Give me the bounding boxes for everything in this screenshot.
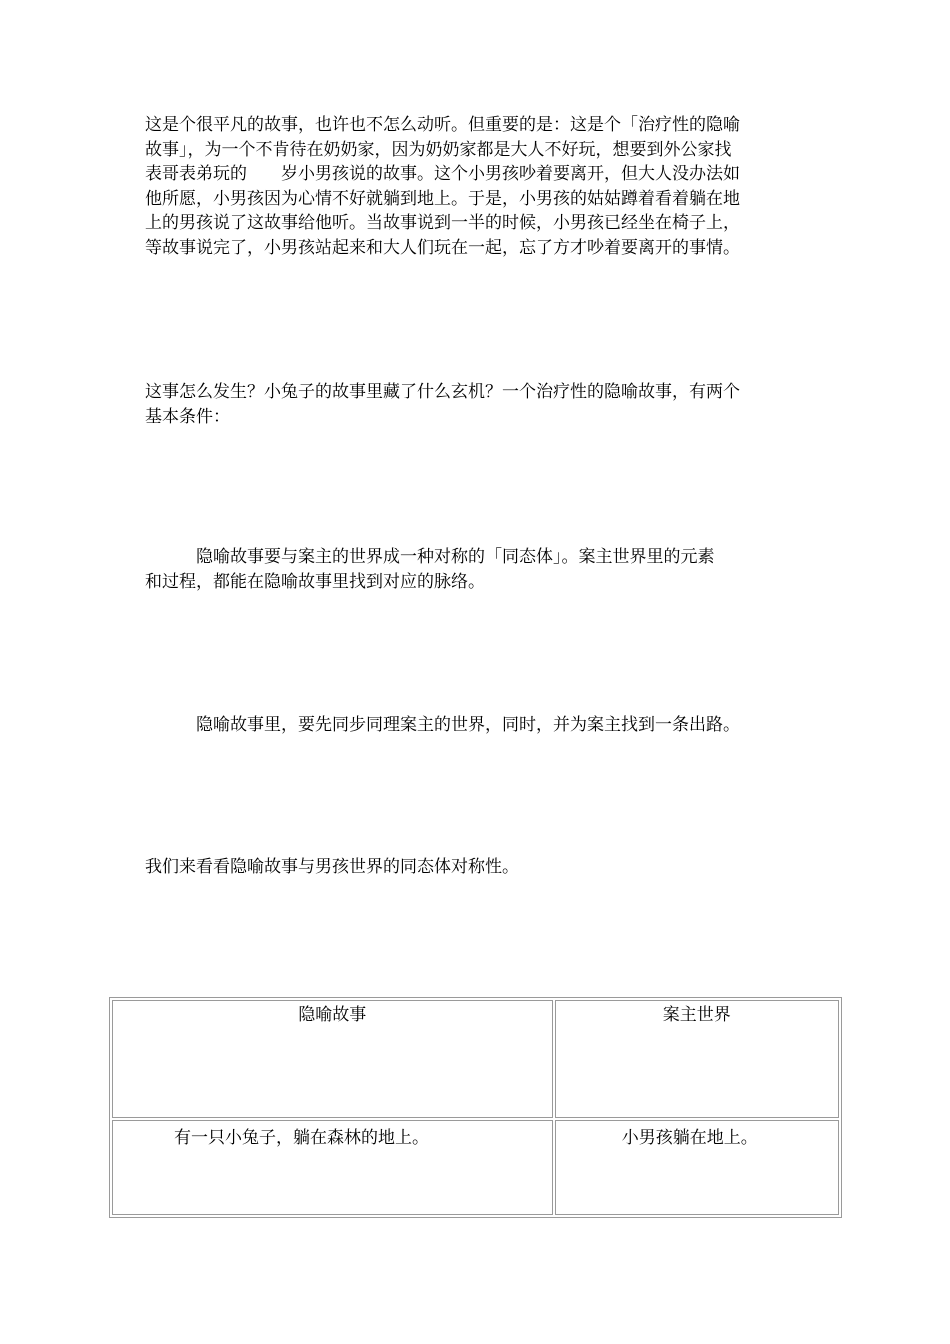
text-line: 这事怎么发生？小兔子的故事里藏了什么玄机？一个治疗性的隐喻故事，有两个: [145, 382, 740, 402]
text-line: 表哥表弟玩的 岁小男孩说的故事。这个小男孩吵着要离开，但大人没办法如: [145, 164, 740, 184]
header-client-world: 案主世界: [662, 1005, 731, 1025]
paragraph-question: [145, 380, 815, 429]
text-line: 基本条件：: [145, 406, 230, 427]
text-line: 隐喻故事里，要先同步同理案主的世界，同时，并为案主找到一条出路。: [145, 715, 740, 735]
cell-metaphor-text: 有一只小兔子，躺在森林的地上。: [174, 1128, 429, 1148]
table-header-cell: [112, 1000, 553, 1118]
table-cell: [555, 1120, 839, 1215]
table-cell: [112, 1120, 553, 1215]
text-line: 和过程，都能在隐喻故事里找到对应的脉络。: [145, 571, 485, 592]
text-line: 这是个很平凡的故事，也许也不怎么动听。但重要的是：这是个「治疗性的隐喻: [145, 115, 740, 135]
cell-client-text: 小男孩躺在地上。: [621, 1128, 758, 1148]
table-header-cell: [555, 1000, 839, 1118]
table-header-row: [112, 1000, 839, 1118]
comparison-table: [109, 997, 842, 1218]
paragraph-condition-one: [145, 545, 815, 594]
text-line: 隐喻故事要与案主的世界成一种对称的「同态体」。案主世界里的元素: [145, 547, 715, 567]
header-metaphor-story: 隐喻故事: [298, 1005, 367, 1025]
text-line: 故事」，为一个不肯待在奶奶家，因为奶奶家都是大人不好玩，想要到外公家找: [145, 139, 732, 160]
text-line: 我们来看看隐喻故事与男孩世界的同态体对称性。: [145, 857, 519, 877]
paragraph-intro: [145, 113, 815, 260]
text-line: 等故事说完了，小男孩站起来和大人们玩在一起，忘了方才吵着要离开的事情。: [145, 237, 740, 258]
table-row: [112, 1120, 839, 1215]
paragraph-table-intro: [145, 855, 815, 880]
text-line: 上的男孩说了这故事给他听。当故事说到一半的时候，小男孩已经坐在椅子上，: [145, 213, 740, 233]
paragraph-condition-two: [145, 713, 815, 738]
text-line: 他所愿，小男孩因为心情不好就躺到地上。于是，小男孩的姑姑蹲着看着躺在地: [145, 188, 740, 209]
